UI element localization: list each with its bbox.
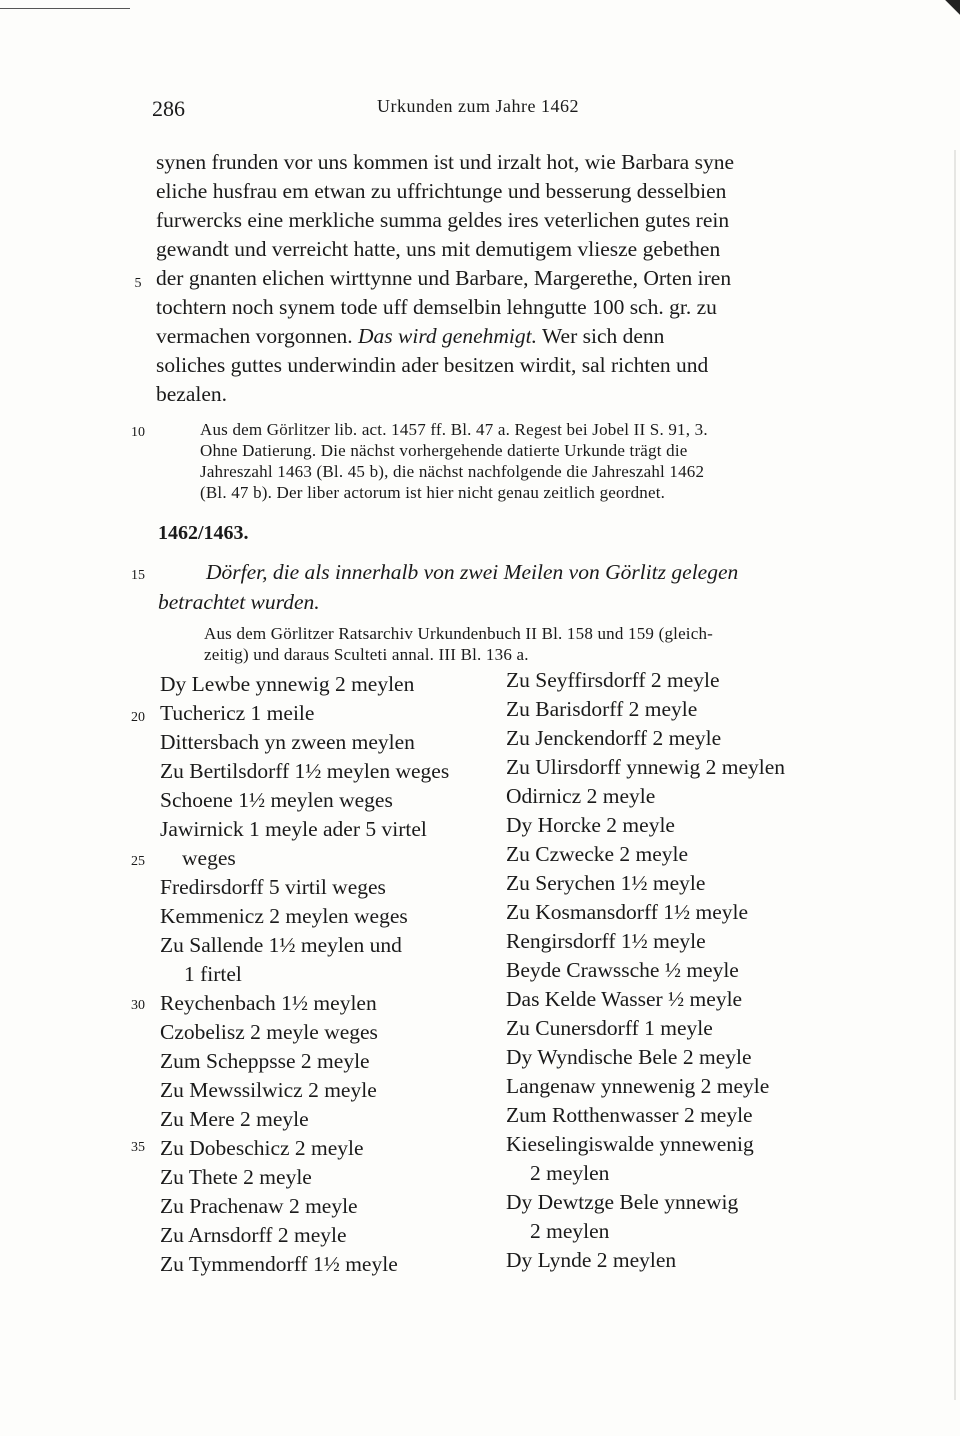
document-title-line: betrachtet wurden. bbox=[158, 590, 320, 614]
village-list-item: Zu Thete 2 meyle bbox=[160, 1165, 312, 1189]
village-list-item: Zu Tymmendorff 1½ meyle bbox=[160, 1252, 398, 1276]
body-line: soliches guttes underwindin ader besitzen wirdit, sal richten und bbox=[156, 353, 709, 377]
italic-summary: Das wird genehmigt. bbox=[358, 324, 537, 348]
page-number: 286 bbox=[152, 96, 185, 121]
village-list-item: Dy Dewtzge Bele ynnewig bbox=[506, 1190, 739, 1214]
body-line: furwercks eine merkliche summa geldes ires veterlichen gutes rein bbox=[156, 208, 730, 232]
page-header bbox=[152, 96, 842, 126]
document-title-line: Dörfer, die als innerhalb von zwei Meilen von Görlitz gelegen bbox=[206, 560, 739, 584]
village-list-item: Tuchericz 1 meile bbox=[160, 701, 315, 725]
village-list-item: 1 firtel bbox=[184, 962, 242, 986]
village-list-item: Jawirnick 1 meyle ader 5 virtel bbox=[160, 817, 427, 841]
village-list-item: Zu Arnsdorff 2 meyle bbox=[160, 1223, 347, 1247]
village-list-item: Fredirsdorff 5 virtil weges bbox=[160, 875, 386, 899]
village-list-item: weges bbox=[182, 846, 236, 870]
page-corner-shadow bbox=[920, 0, 960, 40]
village-list-item: Zu Mere 2 meyle bbox=[160, 1107, 309, 1131]
source-note-line: Ohne Datierung. Die nächst vorhergehende datierte Urkunde trägt die bbox=[200, 441, 688, 460]
village-list-item: Zu Cunersdorff 1 meyle bbox=[506, 1016, 713, 1040]
village-list-item: Zum Scheppsse 2 meyle bbox=[160, 1049, 370, 1073]
source-note-line: Jahreszahl 1463 (Bl. 45 b), die nächst nachfolgende die Jahreszahl 1462 bbox=[200, 462, 705, 481]
village-list-item: Langenaw ynnewenig 2 meyle bbox=[506, 1074, 770, 1098]
body-line: eliche husfrau em etwan zu uffrichtunge und besserung desselbien bbox=[156, 179, 727, 203]
village-list-item: Zu Czwecke 2 meyle bbox=[506, 842, 689, 866]
village-list-item: Dy Lynde 2 meylen bbox=[506, 1248, 677, 1272]
village-list-item: Dy Wyndische Bele 2 meyle bbox=[506, 1045, 752, 1069]
village-list-item: Beyde Crawssche ½ meyle bbox=[506, 958, 739, 982]
village-list-item: Zu Sallende 1½ meylen und bbox=[160, 933, 402, 957]
village-list-item: Zu Mewssilwicz 2 meyle bbox=[160, 1078, 377, 1102]
margin-line-number: 10 bbox=[131, 425, 145, 440]
village-list-item: Czobelisz 2 meyle weges bbox=[160, 1020, 378, 1044]
top-rule bbox=[0, 8, 130, 9]
margin-line-number: 30 bbox=[131, 998, 145, 1013]
body-line: bezalen. bbox=[156, 382, 228, 406]
village-list-item: Zum Rotthenwasser 2 meyle bbox=[506, 1103, 753, 1127]
margin-line-number: 15 bbox=[131, 568, 145, 583]
village-list-item: 2 meylen bbox=[530, 1161, 610, 1185]
village-list-item: Zu Dobeschicz 2 meyle bbox=[160, 1136, 364, 1160]
source-note-line: zeitig) und daraus Sculteti annal. III Bl. 136 a. bbox=[204, 645, 529, 664]
village-list-item: Zu Bertilsdorff 1½ meylen weges bbox=[160, 759, 450, 783]
village-list-item: Rengirsdorff 1½ meyle bbox=[506, 929, 706, 953]
body-line bbox=[156, 324, 664, 349]
village-list-item: 2 meylen bbox=[530, 1219, 610, 1243]
body-line: gewandt und verreicht hatte, uns mit demutigem vliesze gebethen bbox=[156, 237, 721, 261]
margin-line-number: 20 bbox=[131, 710, 145, 725]
source-note-line: (Bl. 47 b). Der liber actorum ist hier nicht genau zeitlich geordnet. bbox=[200, 483, 666, 502]
village-list-item: Kieselingiswalde ynnewenig bbox=[506, 1132, 754, 1156]
village-list-item: Reychenbach 1½ meylen bbox=[160, 991, 377, 1015]
village-list-item: Dy Horcke 2 meyle bbox=[506, 813, 675, 837]
village-list-item: Kemmenicz 2 meylen weges bbox=[160, 904, 408, 928]
body-line: der gnanten elichen wirttynne und Barbare, Margerethe, Orten iren bbox=[156, 266, 732, 290]
village-list-item: Zu Ulirsdorff ynnewig 2 meylen bbox=[506, 755, 786, 779]
margin-line-number: 5 bbox=[134, 276, 142, 291]
village-list-item: Odirnicz 2 meyle bbox=[506, 784, 656, 808]
village-list-item: Zu Barisdorff 2 meyle bbox=[506, 697, 698, 721]
village-list-item: Dy Lewbe ynnewig 2 meylen bbox=[160, 672, 415, 696]
page-edge bbox=[954, 150, 956, 1400]
margin-line-number: 25 bbox=[131, 854, 145, 869]
body-line: tochtern noch synem tode uff demselbin lehngutte 100 sch. gr. zu bbox=[156, 295, 717, 319]
village-list-item: Zu Serychen 1½ meyle bbox=[506, 871, 706, 895]
body-text: Wer sich denn bbox=[541, 324, 665, 348]
document-year-heading: 1462/1463. bbox=[158, 522, 249, 544]
source-note-line: Aus dem Görlitzer lib. act. 1457 ff. Bl. 47 a. Regest bei Jobel II S. 91, 3. bbox=[200, 420, 708, 439]
village-list-item: Das Kelde Wasser ½ meyle bbox=[506, 987, 743, 1011]
village-list-item: Dittersbach yn zween meylen bbox=[160, 730, 415, 754]
running-title: Urkunden zum Jahre 1462 bbox=[377, 96, 579, 116]
village-list-item: Zu Prachenaw 2 meyle bbox=[160, 1194, 358, 1218]
body-text: vermachen vorgonnen. bbox=[156, 324, 353, 348]
village-list-item: Schoene 1½ meylen weges bbox=[160, 788, 393, 812]
source-note-line: Aus dem Görlitzer Ratsarchiv Urkundenbuch II Bl. 158 und 159 (gleich- bbox=[204, 624, 714, 643]
village-list-item: Zu Kosmansdorff 1½ meyle bbox=[506, 900, 749, 924]
village-list-item: Zu Seyffirsdorff 2 meyle bbox=[506, 668, 720, 692]
margin-line-number: 35 bbox=[131, 1140, 145, 1155]
body-line: synen frunden vor uns kommen ist und irzalt hot, wie Barbara syne bbox=[156, 150, 734, 174]
village-list-item: Zu Jenckendorff 2 meyle bbox=[506, 726, 722, 750]
